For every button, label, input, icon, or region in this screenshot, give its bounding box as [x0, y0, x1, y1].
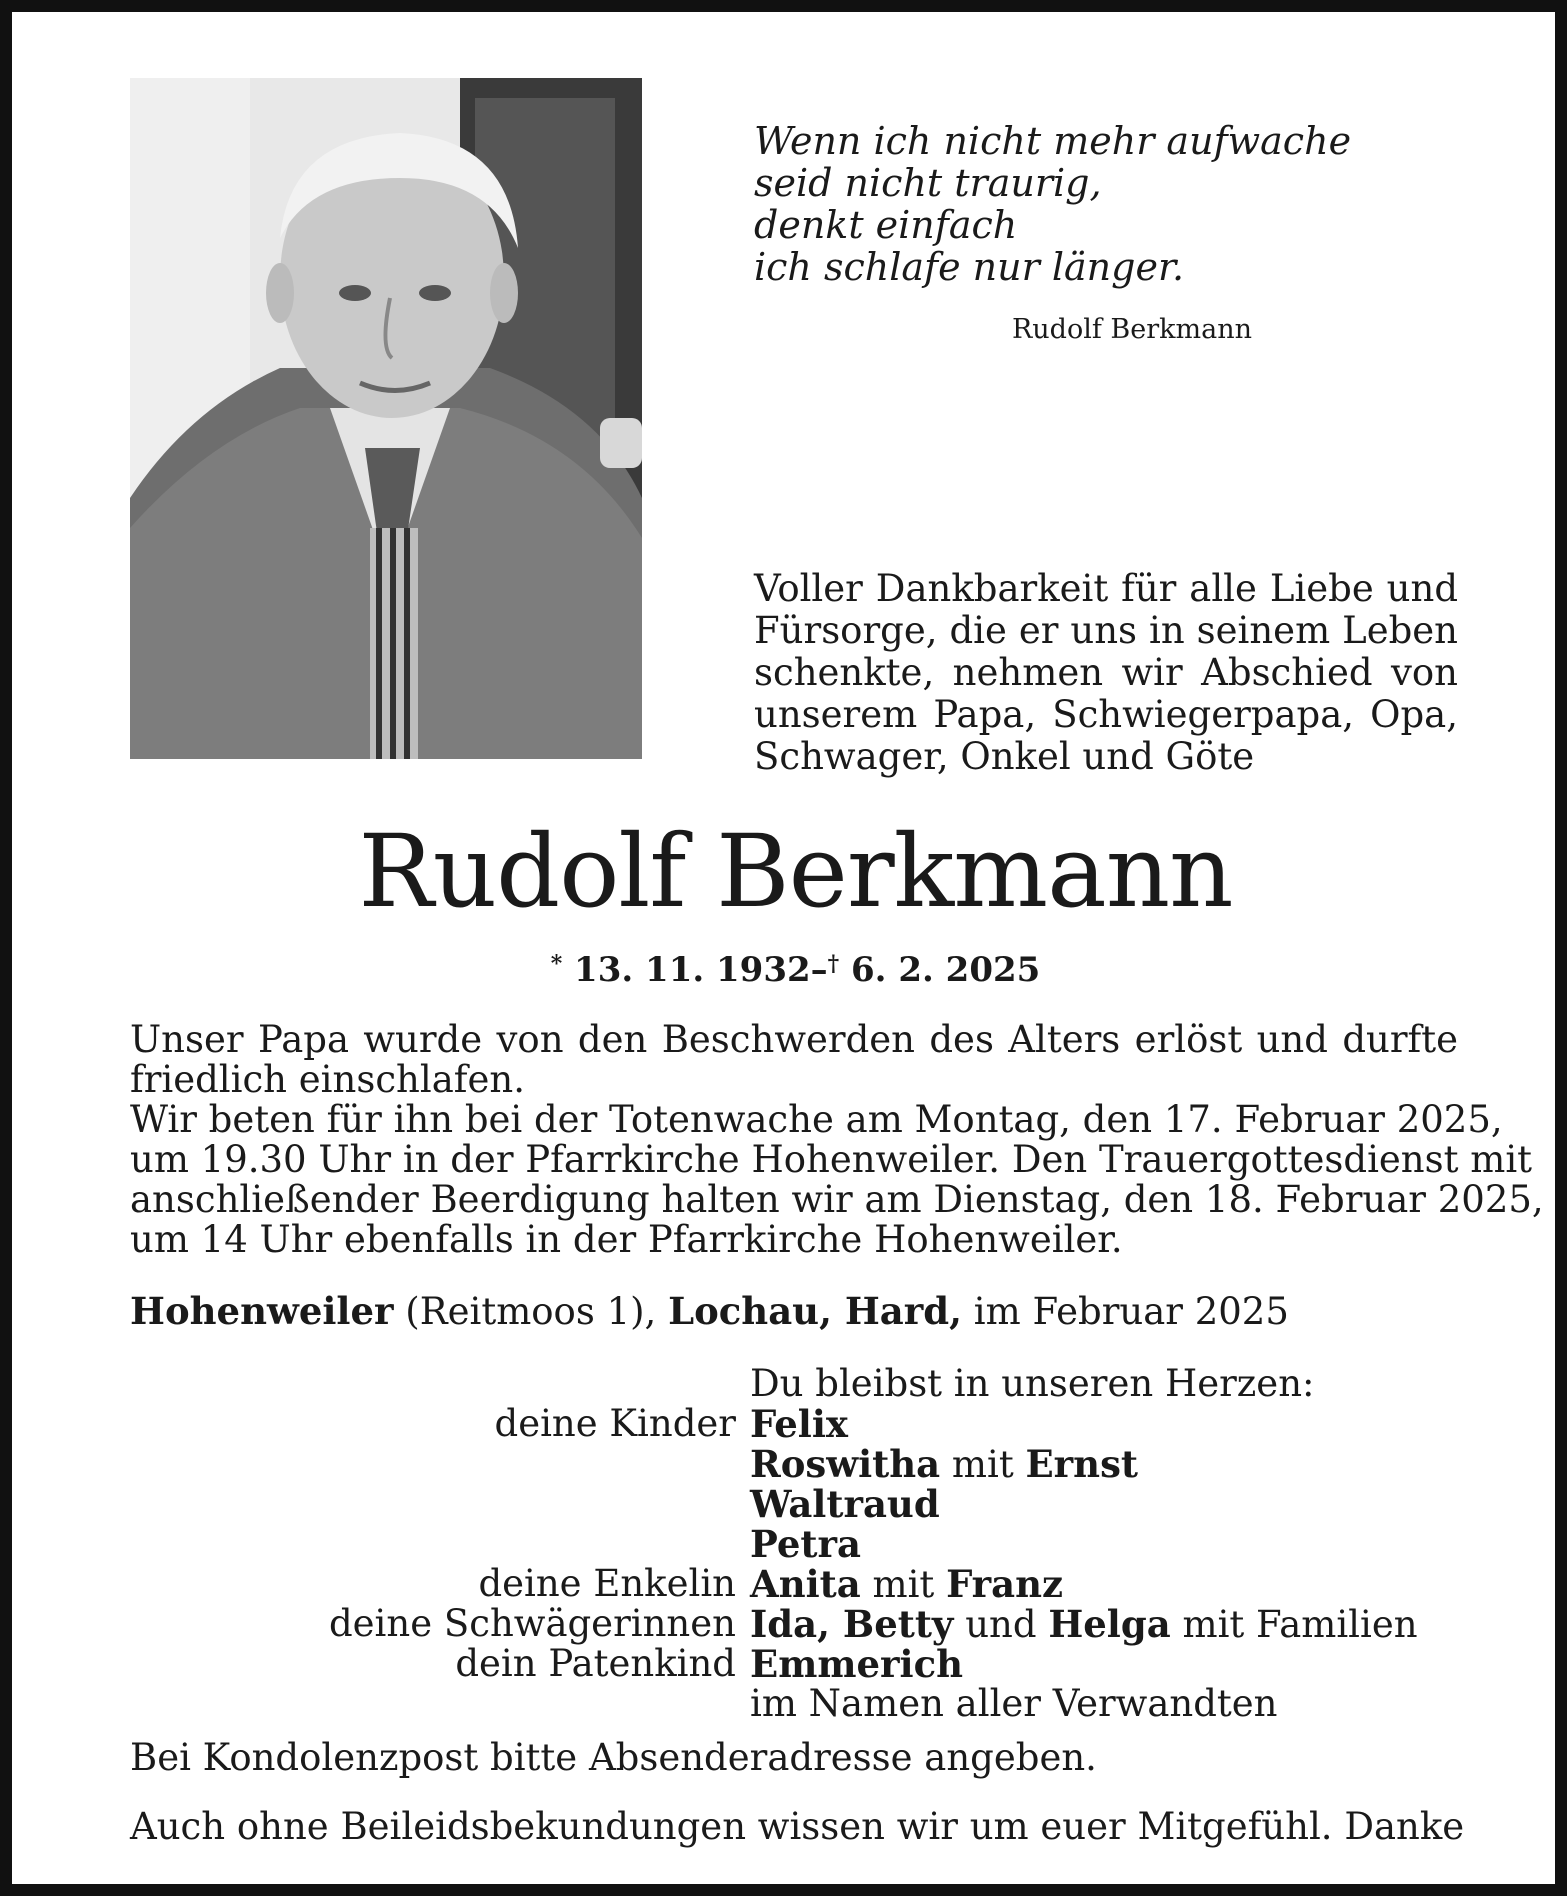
quote-line: denkt einfach [754, 203, 1018, 247]
body-line: friedlich einschlafen. [130, 1058, 525, 1101]
mourner-name: Petra [750, 1522, 861, 1566]
body-line: Wir beten für ihn bei der Totenwache am Montag, den 17. Februar 2025, [130, 1098, 1503, 1141]
mourner-name: Helga [1048, 1602, 1171, 1646]
place-town: Hohenweiler [130, 1289, 394, 1333]
mourner-name: Ida, Betty [750, 1602, 954, 1646]
condolence-note: Bei Kondolenzpost bitte Absenderadresse angeben. [130, 1736, 1097, 1779]
date-separator: – [810, 950, 828, 990]
intro-line: Voller Dankbarkeit für alle Liebe und [754, 567, 1458, 610]
relation-label: dein Patenkind [455, 1642, 736, 1685]
mourner-name: Felix [750, 1402, 848, 1446]
relation-label: deine Schwägerinnen [328, 1602, 736, 1645]
quote-author: Rudolf Berkmann [1011, 314, 1252, 345]
intro-line: unserem Papa, Schwiegerpapa, Opa, [754, 693, 1458, 736]
birth-date: 13. 11. 1932 [574, 950, 811, 990]
portrait-illustration [130, 78, 642, 759]
family-row [130, 1604, 1458, 1644]
notice-date: im Februar 2025 [973, 1290, 1289, 1333]
body-line: anschließender Beerdigung halten wir am Dienstag, den 18. Februar 2025, [130, 1178, 1544, 1221]
connector: und [965, 1603, 1037, 1646]
connector: mit Familien [1182, 1603, 1418, 1646]
family-heading: Du bleibst in unseren Herzen: [750, 1362, 1315, 1405]
connector: mit [951, 1443, 1014, 1486]
death-symbol: † [827, 951, 840, 977]
mourner-name: Anita [750, 1562, 861, 1606]
family-row [130, 1444, 1458, 1484]
family-row [130, 1644, 1458, 1684]
intro-line: Fürsorge, die er uns in seinem Leben [754, 609, 1458, 652]
body-line: Unser Papa wurde von den Beschwerden des Alters erlöst und durfte [130, 1018, 1458, 1061]
service-announcement [130, 1018, 1544, 1261]
body-line: um 19.30 Uhr in der Pfarrkirche Hohenweiler. Den Trauergottesdienst mit [130, 1138, 1533, 1181]
relatives-closing: im Namen aller Verwandten [750, 1682, 1278, 1725]
quote-line: Wenn ich nicht mehr aufwache [754, 119, 1352, 163]
family-row [130, 1564, 1458, 1604]
deceased-name: Rudolf Berkmann [358, 813, 1233, 930]
mourner-name: Ernst [1025, 1442, 1138, 1486]
portrait-photo [130, 78, 642, 759]
family-row [130, 1524, 1458, 1564]
mourner-name: Waltraud [750, 1482, 940, 1526]
memorial-quote [754, 119, 1352, 289]
body-line: um 14 Uhr ebenfalls in der Pfarrkirche Hohenweiler. [130, 1218, 1123, 1261]
mourner-name: Roswitha [750, 1442, 941, 1486]
mourner-name: Franz [946, 1562, 1064, 1606]
mourner-name: Emmerich [750, 1642, 964, 1686]
thanks-note: Auch ohne Beileidsbekundungen wissen wir um euer Mitgefühl. Danke [130, 1805, 1465, 1848]
mourners-list [130, 1364, 1458, 1724]
intro-line: Schwager, Onkel und Göte [754, 735, 1255, 778]
life-dates [12, 944, 1567, 990]
family-row [130, 1484, 1458, 1524]
place-others: Lochau, Hard, [668, 1289, 963, 1333]
places-and-date [130, 1290, 1458, 1333]
quote-line: seid nicht traurig, [754, 161, 1102, 205]
birth-symbol: * [550, 951, 563, 977]
intro-line: schenkte, nehmen wir Abschied von [754, 651, 1458, 694]
quote-line: ich schlafe nur länger. [754, 245, 1185, 289]
family-row [130, 1364, 1458, 1404]
connector: mit [872, 1563, 935, 1606]
place-address: (Reitmoos 1), [405, 1290, 657, 1333]
relation-label: deine Enkelin [478, 1562, 736, 1605]
family-row [130, 1404, 1458, 1444]
death-date: 6. 2. 2025 [851, 950, 1041, 990]
relation-label: deine Kinder [494, 1402, 736, 1445]
intro-paragraph [754, 568, 1458, 778]
family-row [130, 1684, 1458, 1724]
